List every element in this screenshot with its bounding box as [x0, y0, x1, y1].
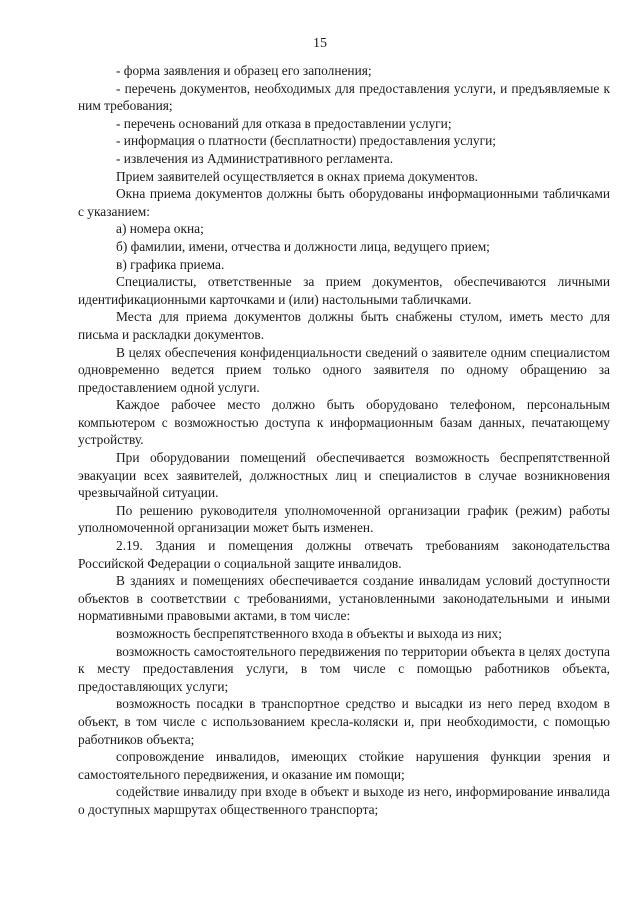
paragraph-accessibility-conditions: В зданиях и помещениях обеспечивается создание инвалидам условий доступности объектов в соответствии с требованиями, установленными законодательными и иными нормативными правовыми актами, в том числе: [78, 573, 610, 624]
paragraph-section-2-19: 2.19. Здания и помещения должны отвечать требованиям законодательства Российской Федерации о социальной защите инвалидов. [78, 538, 610, 571]
page-number: 15 [313, 36, 327, 51]
paragraph-workplace-equipment: Каждое рабочее место должно быть оборудовано телефоном, персональным компьютером с возможностью доступа к информационным базам данных, печатающему устройству. [78, 397, 610, 448]
paragraph-list-documents: - перечень документов, необходимых для предоставления услуги, и предъявляемые к ним требования; [78, 80, 610, 114]
paragraph-schedule: По решению руководителя уполномоченной организации график (режим) работы уполномоченной организации может быть изменен. [78, 502, 610, 536]
paragraph-item-b: б) фамилии, имени, отчества и должности лица, ведущего прием; [116, 238, 490, 254]
paragraph-entry-exit: возможность беспрепятственного входа в объекты и выхода из них; [116, 626, 502, 641]
paragraph-reception-windows: Прием заявителей осуществляется в окнах приема документов. [116, 168, 479, 184]
paragraph-list-payment: - информация о платности (бесплатности) предоставления услуги; [116, 133, 496, 149]
paragraph-reception-places: Места для приема документов должны быть снабжены стулом, иметь место для письма и раскладки документов. [78, 309, 610, 342]
paragraph-list-refusal: - перечень оснований для отказа в предоставлении услуги; [116, 115, 452, 131]
paragraph-specialists: Специалисты, ответственные за прием документов, обеспечиваются личными идентификационными карточками и (или) настольными табличками. [78, 274, 610, 307]
paragraph-confidentiality: В целях обеспечения конфиденциальности сведений о заявителе одним специалистом одновременно ведется прием только одного заявителя по одному обращению за предоставлением одной услуги. [78, 344, 610, 395]
paragraph-item-c: в) графика приема. [116, 256, 225, 272]
paragraph-window-signs: Окна приема документов должны быть оборудованы информационными табличками с указанием: [78, 186, 610, 219]
document-body [78, 62, 610, 819]
paragraph-transport-info: содействие инвалиду при входе в объект и выходе из него, информирование инвалида о доступных маршрутах общественного транспорта; [78, 784, 610, 817]
paragraph-list-form: - форма заявления и образец его заполнения; [116, 63, 372, 78]
paragraph-list-regulation: - извлечения из Административного регламента. [116, 150, 394, 166]
paragraph-vehicle-boarding: возможность посадки в транспортное средство и высадки из него перед входом в объект, в том числе с использованием кресла-коляски и, при необходимости, с помощью работников объекта; [78, 696, 610, 747]
paragraph-item-a: а) номера окна; [116, 221, 204, 237]
paragraph-evacuation: При оборудовании помещений обеспечивается возможность беспрепятственной эвакуации всех заявителей, должностных лиц и специалистов в случае возникновения чрезвычайной ситуации. [78, 450, 610, 501]
paragraph-escort: сопровождение инвалидов, имеющих стойкие нарушения функции зрения и самостоятельного передвижения, и оказание им помощи; [78, 749, 610, 782]
paragraph-movement: возможность самостоятельного передвижения по территории объекта в целях доступа к месту предоставления услуги, в том числе с помощью работников объекта, предоставляющих услуги; [78, 643, 610, 694]
